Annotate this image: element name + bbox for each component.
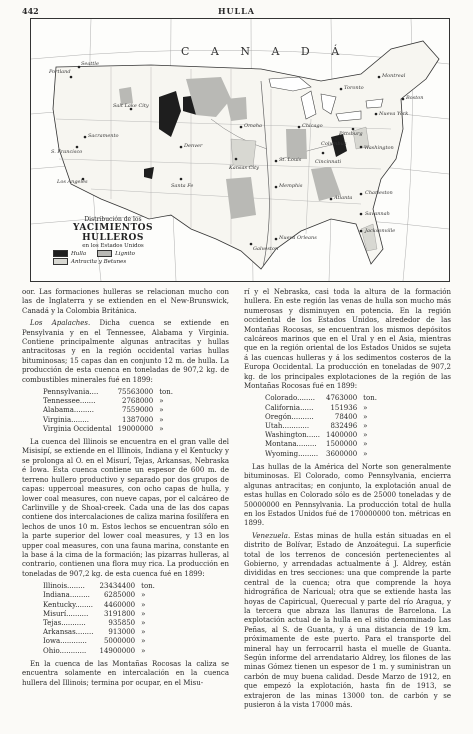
- map-place-label: Los Angeles: [57, 179, 88, 185]
- table-cell-unit: »: [159, 406, 164, 415]
- table-row: [40, 637, 158, 646]
- table-cell-value: 1500000: [325, 440, 358, 449]
- map-place-label: Galveston: [253, 246, 279, 252]
- table-cell-value: 935850: [108, 618, 136, 627]
- antracita-swatch: [53, 258, 68, 265]
- table-cell-unit: »: [141, 618, 146, 627]
- table-row: [40, 582, 158, 591]
- table-cell-unit: »: [141, 637, 146, 646]
- table-cell-state: Tejas...........: [43, 618, 86, 627]
- table-row: [40, 619, 158, 628]
- map-place-label: Portland: [49, 69, 71, 75]
- table-cell-unit: »: [141, 609, 146, 618]
- table-row: [262, 422, 380, 431]
- paragraph: En la cuenca de las Montañas Rocosas la caliza se encuentra solamente en intercalación en la cuenca hullera del Illinois; termina por ocupar, en el Misu-: [22, 659, 229, 687]
- legend-row-hulla: [53, 250, 173, 257]
- table-cell-unit: »: [159, 424, 164, 433]
- table-row: [40, 425, 176, 434]
- paragraph: La cuenca del Illinois se encuentra en el gran valle del Misisipí, se extiende en el Illinois, Indiana y el Kentucky y se prolonga al O. en el Misurí, Tejas, Arkansas, Nebraska é Iowa. Esta cuenca contiene un espesor de 600 m. de terreno hullero productivo y separado por dos grupos de capas: uppercoal measures, con ocho capas de hulla, y lower coal measures, con nueve capas, por el calcáreo de Carlinville y de Shoal-creek. Cada una de las dos capas contiene dos intercalaciones de caliza marina fosilífera en lechos de unos 10 m. Estos lechos se encuentran sólo en la parte superior del lower coal measures, y 13 en los upper coal measures, con una fauna marina, constante en la base á la cima de la formación; las pizarras hulleras, al contrario, contienen una flora muy rica. La producción en toneladas de 907,2 kg. de esta cuenca fué en 1899:: [22, 438, 229, 578]
- section-heading: Venezuela.: [252, 531, 291, 540]
- map-place-label: Seattle: [81, 61, 99, 67]
- table-cell-unit: ton.: [141, 582, 155, 591]
- table-cell-state: Washington......: [265, 431, 320, 440]
- page-title: HULLA: [218, 6, 255, 16]
- table-cell-state: Pennsylvania....: [43, 388, 99, 397]
- legend-line1: Distribución de los: [84, 216, 142, 223]
- table-cell-value: 151936: [330, 403, 358, 412]
- coal-map: [30, 18, 450, 282]
- table-row: [262, 431, 380, 440]
- table-cell-unit: »: [159, 415, 164, 424]
- table-row: [262, 440, 380, 449]
- table-cell-state: California......: [265, 403, 314, 412]
- table-row: [40, 388, 176, 397]
- map-place-label: Toronto: [344, 85, 364, 91]
- map-place-label: S. Francisco: [51, 149, 83, 155]
- paragraph: oor. Las formaciones hulleras se relacionan mucho con las de Inglaterra y se extienden en el New-Brunswick, Canadá y la Colombia Británica.: [22, 288, 229, 315]
- table-cell-value: 75563000: [117, 388, 154, 397]
- map-place-label: Nueva York: [379, 111, 409, 117]
- map-place-label: Salt Lake City: [113, 103, 149, 109]
- table-row: [262, 404, 380, 413]
- legend-title: YACIMIENTOS HULLEROS: [72, 223, 153, 243]
- production-table-apalaches: [40, 388, 176, 434]
- legend-antracita-label: Antracita y Betunes: [71, 258, 127, 265]
- page-number: 442: [22, 6, 39, 16]
- table-cell-unit: »: [363, 403, 368, 412]
- table-cell-value: 3600000: [325, 449, 358, 458]
- table-cell-value: 7559000: [122, 406, 154, 415]
- paragraph: [22, 319, 229, 385]
- table-cell-value: 78400: [334, 412, 358, 421]
- production-table-rocosas: [262, 394, 380, 458]
- map-place-label: Omaha: [244, 123, 263, 129]
- paragraph-text: Estas minas de hulla están situadas en el distrito de Bolívar, Estado de Anzoátegui. La superficie total de los terrenos de concesión pertenecientes al Gobierno, y arrendadas actualmente á J. Aldrey, están divididas en tres secciones: una que comprende la parte central de la cuenca; otra que comprende la hoya hidrográfica de Naricual; otra que se extiende hasta las hoyas de Capiricual, Querecual y parte del río Aragua, y la tercera que abraza las llanuras de Barcelona. La explotación actual de la hulla en el sitio denominado Las Peñas, al S. de Guanta, y á una distancia de 19 km. próximamente de este puerto. Para el transporte del mineral hay un ferrocarril hasta el muelle de Guanta. Según informe del arrendatario Aldrey, los filones de las minas Gómez tienen un espesor de 1 m. y suministran un carbón de muy buena calidad. Desde Marzo de 1912, en que empezó la explotación, hasta fin de 1913, se extrajeron de las minas 13000 ton. de carbón y se pusieron á la vista 17000 más.: [244, 531, 451, 710]
- map-place-label: Pittsburg: [339, 131, 363, 137]
- map-place-label: St. Louis: [279, 157, 302, 163]
- map-legend: [53, 216, 173, 265]
- paragraph: Las hullas de la América del Norte son generalmente bituminosas. El Colorado, como Pennsylvania, encierra algunas antracitas; en conjunto, la explotación anual de estas hullas en Colorado sólo es de 25000 toneladas y de 50000000 en Pennsylvania. La producción total de hulla en los Estados Unidos fué de 170000000 ton. métricas en 1899.: [244, 462, 451, 528]
- table-cell-state: Ohio............: [43, 646, 87, 655]
- map-place-label: Cincinnati: [315, 159, 342, 165]
- table-row: [40, 591, 158, 600]
- table-cell-unit: »: [141, 600, 146, 609]
- table-row: [262, 450, 380, 459]
- lignito-swatch: [97, 250, 112, 257]
- table-row: [40, 628, 158, 637]
- table-cell-state: Kentucky........: [43, 600, 94, 609]
- table-cell-unit: »: [363, 412, 368, 421]
- table-row: [40, 647, 158, 656]
- table-row: [40, 601, 158, 610]
- table-cell-unit: »: [159, 397, 164, 406]
- paragraph: rí y el Nebraska, casi toda la altura de la formación hullera. En este región las venas de hulla son mucho más numerosas y disminuyen en potencia. En la región occidental de los Estados Unidos, alrededor de las Montañas Rocosas, se encuentran los mismos depósitos calcáreos marinos que en el Ural y en el Asia, mientras que en la región oriental de los Estados Unidos se sujeta á las cuencas hulleras y á los sedimentos costeros de la Europa Occidental. La producción en toneladas de 907,2 kg. de los principales explotaciones de la región de las Montañas Rocosas fué en 1899:: [244, 288, 451, 391]
- table-cell-state: Virginia........: [43, 415, 89, 424]
- table-row: [262, 413, 380, 422]
- map-place-label: Santa Fe: [171, 183, 194, 189]
- table-row: [40, 406, 176, 415]
- table-cell-value: 19000000: [117, 424, 154, 433]
- table-cell-value: 913000: [108, 628, 136, 637]
- map-place-label: Nueva Orleans: [279, 235, 317, 241]
- map-place-label: Jacksonville: [365, 228, 396, 234]
- text-column-left: [22, 288, 229, 691]
- table-cell-unit: »: [141, 628, 146, 637]
- table-cell-value: 23434400: [99, 582, 136, 591]
- table-cell-value: 5000000: [103, 637, 136, 646]
- map-place-label: Washington: [364, 145, 394, 151]
- table-cell-state: Arkansas........: [43, 628, 94, 637]
- map-place-label: Savannah: [365, 211, 390, 217]
- table-cell-unit: »: [141, 646, 146, 655]
- table-cell-state: Montana.........: [265, 440, 317, 449]
- table-cell-value: 832496: [330, 422, 358, 431]
- map-country-label: C A N A D Á: [181, 45, 349, 58]
- legend-hulla-label: Hulla: [71, 250, 87, 257]
- table-cell-state: Indiana.........: [43, 591, 90, 600]
- map-place-label: Kansas City: [229, 165, 259, 171]
- table-cell-state: Illinois........: [43, 582, 85, 591]
- table-cell-value: 2768000: [122, 397, 154, 406]
- table-cell-value: 3191800: [103, 609, 136, 618]
- map-place-label: Montreal: [382, 73, 406, 79]
- table-cell-state: Colorado........: [265, 394, 315, 403]
- map-place-label: Memphis: [279, 183, 303, 189]
- paragraph: [244, 532, 451, 711]
- table-cell-state: Virginia Occidental: [43, 424, 112, 433]
- table-cell-unit: ton.: [159, 388, 173, 397]
- table-row: [40, 397, 176, 406]
- table-cell-value: 4763000: [325, 394, 358, 403]
- map-place-label: Boston: [406, 95, 424, 101]
- table-cell-state: Misurí..........: [43, 609, 89, 618]
- table-row: [262, 394, 380, 403]
- table-cell-value: 14900000: [99, 646, 136, 655]
- map-place-label: Charleston: [365, 190, 393, 196]
- table-cell-unit: »: [363, 422, 368, 431]
- table-cell-state: Iowa............: [43, 637, 87, 646]
- paragraph-text: Dicha cuenca se extiende en Pensylvania y en el Tennessee, Alabama y Virginia. Contiene principalmente algunas antracitas y hullas antracitosas y en la región occidental varias hullas bituminosas; 15 capas dan en conjunto 12 m. de hulla. La producción de esta cuenca en toneladas de 907,2 kg. de combustibles minerales fué en 1899:: [22, 319, 229, 384]
- text-column-right: [244, 288, 451, 713]
- table-cell-unit: »: [363, 431, 368, 440]
- map-place-label: Atlanta: [334, 195, 353, 201]
- table-cell-value: 1400000: [325, 431, 358, 440]
- table-cell-value: 4460000: [103, 600, 136, 609]
- table-cell-unit: »: [141, 591, 146, 600]
- table-cell-value: 1387000: [122, 415, 154, 424]
- table-cell-state: Wyoming.........: [265, 449, 319, 458]
- legend-lignito-label: Lignito: [115, 250, 135, 257]
- table-cell-state: Utah............: [265, 422, 310, 431]
- map-place-label: Sacramento: [88, 133, 119, 139]
- table-cell-state: Tennessee.......: [43, 397, 96, 406]
- table-row: [40, 416, 176, 425]
- legend-row-antracita: [53, 258, 173, 265]
- table-cell-state: Oregón..........: [265, 412, 314, 421]
- table-cell-unit: »: [363, 440, 368, 449]
- table-cell-unit: »: [363, 449, 368, 458]
- map-place-label: Chicago: [302, 123, 323, 129]
- hulla-swatch: [53, 250, 68, 257]
- legend-line3: en los Estados Unidos: [82, 243, 144, 249]
- map-place-label: Columbus: [321, 141, 347, 147]
- table-cell-value: 6285000: [103, 591, 136, 600]
- table-cell-unit: ton.: [363, 394, 377, 403]
- map-place-label: Denver: [184, 143, 203, 149]
- section-heading: Los Apalaches.: [30, 319, 91, 328]
- production-table-illinois: [40, 582, 158, 656]
- table-row: [40, 610, 158, 619]
- table-cell-state: Alabama.........: [43, 406, 94, 415]
